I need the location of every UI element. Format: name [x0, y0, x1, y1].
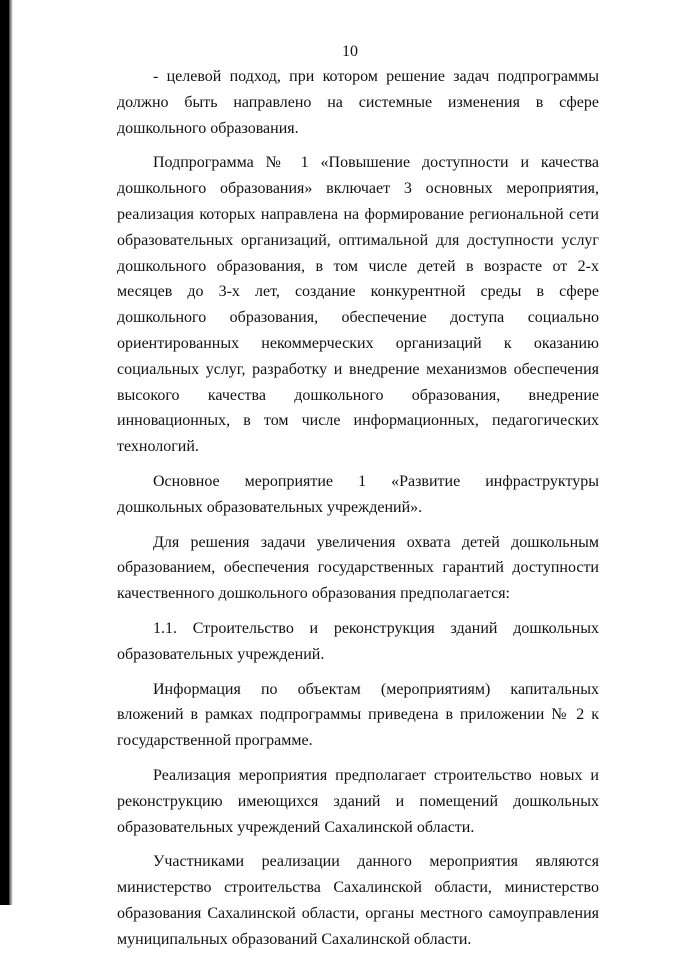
document-body: [117, 64, 599, 962]
paragraph-subprogram-1: Подпрограмма № 1 «Повышение доступности и качества дошкольного образования» включает 3 основных мероприятия, реализация которых направлена на формирование региональной сети образовательных организаций, оптимальной для доступности услуг дошкольного образования, в том числе детей в возрасте от 2-х месяцев до 3-х лет, создание конкурентной среды в сфере дошкольного образования, обеспечение доступа социально ориентированных некоммерческих организаций к оказанию социальных услуг, разработку и внедрение механизмов обеспечения высокого качества дошкольного образования, внедрение инновационных, в том числе информационных, педагогических технологий.: [117, 154, 599, 456]
paragraph-implementation: Реализация мероприятия предполагает строительство новых и реконструкцию имеющихся зданий и помещений дошкольных образовательных учреждений Сахалинской области.: [117, 766, 599, 836]
paragraph-participants: Участниками реализации данного мероприятия являются министерство строительства Сахалинской области, министерство образования Сахалинской области, органы местного самоуправления муниципальных образований Сахалинской области.: [117, 853, 599, 948]
paragraph-target-approach: - целевой подход, при котором решение задач подпрограммы должно быть направлено на системные изменения в сфере дошкольного образования.: [117, 68, 599, 137]
paragraph-capital-investments: Информация по объектам (мероприятиям) капитальных вложений в рамках подпрограммы приведена в приложении № 2 к государственной программе.: [117, 680, 599, 750]
paragraph-main-activity-1: Основное мероприятие 1 «Развитие инфраструктуры дошкольных образовательных учреждений».: [117, 472, 599, 516]
paragraph-coverage-goal: Для решения задачи увеличения охвата детей дошкольным образованием, обеспечения государственных гарантий доступности качественного дошкольного образования предполагается:: [117, 533, 599, 603]
page-number: 10: [342, 43, 358, 60]
scan-edge-shadow: [0, 0, 9, 905]
scan-edge-gradient: [9, 0, 13, 905]
paragraph-item-1-1: 1.1. Строительство и реконструкция зданий дошкольных образовательных учреждений.: [117, 619, 599, 663]
